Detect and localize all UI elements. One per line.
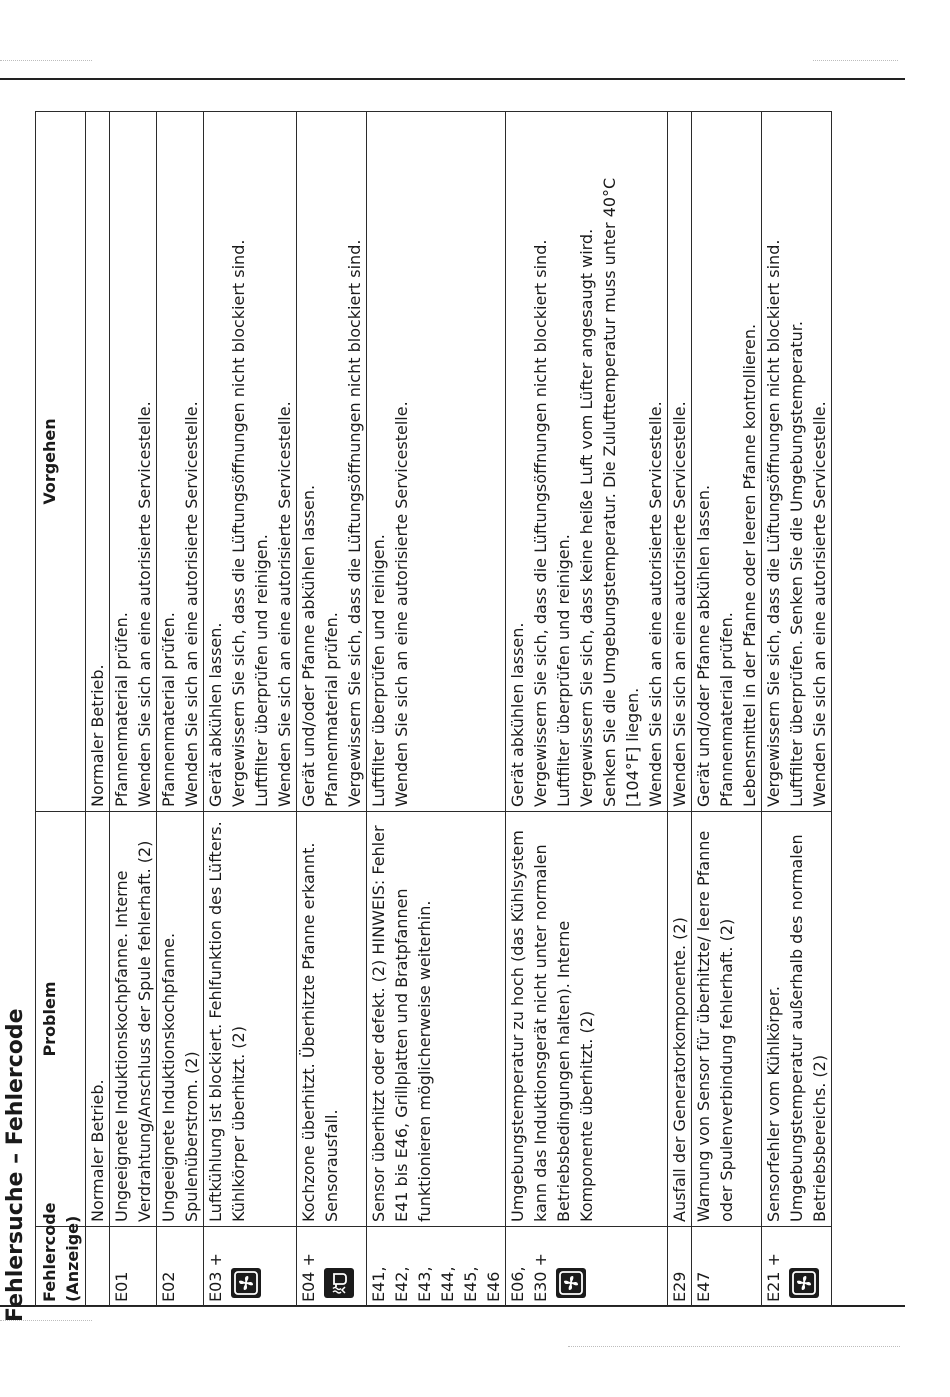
action-step: Vergewissern Sie sich, dass keine heiße Luft vom Lüfter angesaugt wird. [577,228,596,807]
action-step: Gerät und/oder Pfanne abkühlen lassen. [694,484,713,807]
error-code: E02 [159,1271,178,1302]
action-step: Wenden Sie sich an eine autorisierte Servicestelle. [646,401,665,807]
table-header-row [36,112,86,1307]
header-code-line1: Fehlercode [40,1202,59,1302]
cell-code [506,1227,668,1307]
header-action: Vorgehen [36,112,86,812]
page-title: Fehlersuche – Fehlercode [3,1008,28,1322]
header-problem: Problem [36,812,86,1227]
error-code: E47 [694,1271,713,1302]
action-step: Luftfilter überprüfen und reinigen. [554,534,573,807]
cell-code [86,1227,110,1307]
error-code: E03 + [206,1253,225,1302]
fan-icon [556,1268,586,1298]
action-step: Pfannenmaterial prüfen. [159,612,178,807]
action-step: Wenden Sie sich an eine autorisierte Servicestelle. [670,401,689,807]
table-row [762,112,832,1307]
cell-problem: Ungeeignete Induktionskochpfanne. Interne Verdrahtung/Anschluss der Spule fehlerhaft. (2) [110,812,157,1227]
cell-action [157,112,204,812]
cell-action [367,112,506,812]
cell-problem: Sensorfehler vom Kühlkörper. Umgebungstemperatur außerhalb des normalen Betriebsbereichs. (2) [762,812,832,1227]
header-code [36,1202,86,1307]
cell-problem: Luftkühlung ist blockiert. Fehlfunktion des Lüfters. Kühlkörper überhitzt. (2) [204,812,297,1227]
bottom-right-dots [568,1346,900,1347]
top-left-dots [0,60,92,61]
cell-code [110,1227,157,1307]
action-step: Normaler Betrieb. [88,664,107,807]
cell-problem: Ausfall der Generatorkomponente. (2) [668,812,692,1227]
table-row [297,112,367,1307]
action-step: Pfannenmaterial prüfen. [322,612,341,807]
cell-code [668,1227,692,1307]
table-row [86,112,110,1307]
action-step: Wenden Sie sich an eine autorisierte Servicestelle. [182,401,201,807]
fan-icon [789,1268,819,1298]
table-row [204,112,297,1307]
action-step: Lebensmittel in der Pfanne oder leeren Pfanne kontrollieren. [740,323,759,807]
error-code: E21 + [764,1253,783,1302]
cell-code [367,1227,506,1307]
cell-action [86,112,110,812]
fan-icon [231,1268,261,1298]
cell-problem: Sensor überhitzt oder defekt. (2) HINWEIS: Fehler E41 bis E46, Grillplatten und Bratpfannen funktionieren möglicherweise weiterhin. [367,812,506,1227]
error-code: E29 [670,1271,689,1302]
cell-code [692,1227,762,1307]
cell-problem: Umgebungstemperatur zu hoch (das Kühlsystem kann das Induktionsgerät nicht unter normalen Betriebsbedingungen halten). Interne Komponente überhitzt. (2) [506,812,668,1227]
cell-code [762,1227,832,1307]
action-step: Luftfilter überprüfen und reinigen. [252,534,271,807]
cell-action [668,112,692,812]
error-code: E01 [112,1271,131,1302]
cell-action [297,112,367,812]
action-step: Pfannenmaterial prüfen. [112,612,131,807]
error-code: E06, E30 + [508,1253,550,1302]
error-code-table [35,111,832,1307]
cell-action [762,112,832,812]
action-step: Luftfilter überprüfen. Senken Sie die Umgebungstemperatur. [787,321,806,807]
action-step: Luftfilter überprüfen und reinigen. [369,534,388,807]
table-body [86,112,832,1307]
action-step: Wenden Sie sich an eine autorisierte Servicestelle. [135,401,154,807]
action-step: Vergewissern Sie sich, dass die Lüftungsöffnungen nicht blockiert sind. [764,239,783,807]
action-step: Gerät abkühlen lassen. [206,622,225,807]
rotated-page [0,78,905,1328]
action-step: Wenden Sie sich an eine autorisierte Servicestelle. [392,401,411,807]
action-step: Vergewissern Sie sich, dass die Lüftungsöffnungen nicht blockiert sind. [531,239,550,807]
table-row [692,112,762,1307]
action-step: Gerät abkühlen lassen. [508,622,527,807]
cell-problem: Warnung von Sensor für überhitzte/ leere Pfanne oder Spulenverbindung fehlerhaft. (2) [692,812,762,1227]
error-code: E41, E42, E43, E44, E45, E46 [369,1266,503,1302]
cell-action [506,112,668,812]
action-step: Vergewissern Sie sich, dass die Lüftungsöffnungen nicht blockiert sind. [345,239,364,807]
table-row [157,112,204,1307]
cell-problem: Ungeeignete Induktionskochpfanne. Spulenüberstrom. (2) [157,812,204,1227]
action-step: Wenden Sie sich an eine autorisierte Servicestelle. [810,401,829,807]
top-right-dots [813,60,898,61]
error-code: E04 + [299,1253,318,1302]
action-step: Vergewissern Sie sich, dass die Lüftungsöffnungen nicht blockiert sind. [229,239,248,807]
action-step: Pfannenmaterial prüfen. [717,612,736,807]
table-row [668,112,692,1307]
action-step: Senken Sie die Umgebungstemperatur. Die Zulufttemperatur muss unter 40°C [104°F] liegen. [600,177,642,807]
cell-action [204,112,297,812]
header-code-line2: (Anzeige) [63,1215,82,1302]
action-step: Gerät und/oder Pfanne abkühlen lassen. [299,484,318,807]
table-row [367,112,506,1307]
hot-pan-icon [324,1268,354,1298]
cell-code [297,1227,367,1307]
action-step: Wenden Sie sich an eine autorisierte Servicestelle. [275,401,294,807]
cell-code [204,1227,297,1307]
cell-problem: Normaler Betrieb. [86,812,110,1227]
cell-action [692,112,762,812]
cell-code [157,1227,204,1307]
table-row [110,112,157,1307]
cell-action [110,112,157,812]
cell-problem: Kochzone überhitzt. Überhitzte Pfanne erkannt. Sensorausfall. [297,812,367,1227]
table-row [506,112,668,1307]
